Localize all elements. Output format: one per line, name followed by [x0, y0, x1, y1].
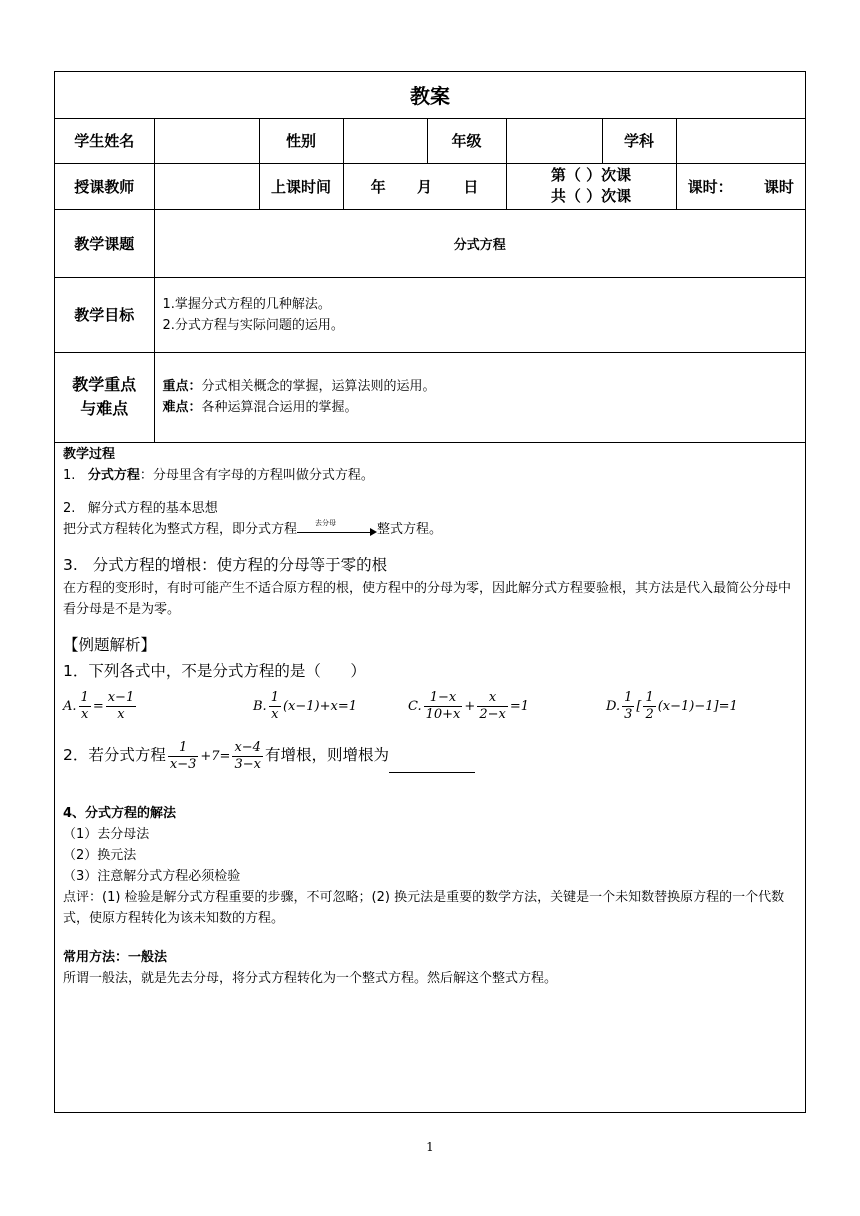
topic-value: 分式方程 [154, 209, 805, 277]
option-d: D. $\frac{1}{3}$ [ $\frac{1}{2}$ (x−1)−1]=1 [606, 690, 738, 722]
lesson-plan-sheet [54, 71, 806, 1113]
key-point-label: 重点： [162, 379, 202, 394]
class-date: 年 月 日 [343, 163, 506, 209]
lesson-count-line1: 第（ ）次课 [550, 166, 632, 184]
difficult-point-text: 各种运算混合运用的掌握。 [201, 400, 358, 415]
keypoints-label [55, 352, 154, 442]
item-1-term: 分式方程 [87, 468, 140, 483]
lesson-count-line2: 共（ ）次课 [550, 187, 632, 205]
question-1: 1．下列各式中，不是分式方程的是（ ） [63, 662, 366, 680]
page-title: 教案 [55, 72, 805, 118]
example-title: 【例题解析】 [63, 636, 157, 654]
keypoints-label-line1: 教学重点 [72, 375, 137, 394]
item-1-number: 1. [63, 468, 76, 483]
difficult-point [163, 397, 806, 418]
question-1-options [63, 690, 799, 736]
student-name-value[interactable] [154, 118, 259, 163]
item-1-text: ：分母里含有字母的方程叫做分式方程。 [139, 468, 374, 483]
question-2-equation: $\frac{1}{x-3}$ +7= $\frac{x-4}{3-x}$ [169, 740, 261, 772]
gender-label: 性别 [259, 118, 343, 163]
key-point [163, 376, 806, 397]
teaching-process [63, 444, 799, 989]
topic-label: 教学课题 [55, 209, 154, 277]
key-point-text: 分式相关概念的掌握，运算法则的运用。 [201, 379, 436, 394]
keypoints-label-line2: 与难点 [80, 399, 129, 418]
arrow-icon [297, 518, 377, 537]
item-2-text-a: 把分式方程转化为整式方程，即分式方程 [63, 522, 298, 537]
header-table [55, 72, 805, 443]
comment: 点评：(1) 检验是解分式方程重要的步骤，不可忽略；(2) 换元法是重要的数学方法，关键是一个未知数替换原方程的一个代数式，使原方程转化为该未知数的方程。 [63, 890, 785, 926]
arrow-label: 去分母 [315, 518, 337, 527]
process-title: 教学过程 [63, 447, 116, 462]
teacher-label: 授课教师 [55, 163, 154, 209]
gender-value[interactable] [343, 118, 427, 163]
subject-value[interactable] [676, 118, 805, 163]
item-1 [63, 465, 799, 486]
subject-label: 学科 [602, 118, 676, 163]
item-3-text: 在方程的变形时，有时可能产生不适合原方程的根，使方程中的分母为零，因此解分式方程要验根，其方法是代入最简公分母中看分母是不是为零。 [63, 581, 792, 617]
question-2-text-a: 2．若分式方程 [63, 746, 166, 764]
method-title: 4、分式方程的解法 [63, 806, 177, 821]
class-time-label: 上课时间 [259, 163, 343, 209]
item-2-title: 2. 解分式方程的基本思想 [63, 501, 218, 516]
teacher-value[interactable] [154, 163, 259, 209]
goal-item: 2.分式方程与实际问题的运用。 [162, 317, 344, 333]
item-2-text [63, 519, 799, 540]
common-method-title: 常用方法：一般法 [63, 950, 168, 965]
item-2-text-b: 整式方程。 [377, 522, 443, 537]
option-a: A. $\frac{1}{x}$ = $\frac{x-1}{x}$ [63, 690, 135, 722]
option-b: B. $\frac{1}{x}$ (x−1)+x=1 [253, 690, 357, 722]
goal-item: 1.掌握分式方程的几种解法。 [162, 296, 331, 312]
lesson-count [506, 163, 676, 209]
item-3-title: 3. 分式方程的增根：使方程的分母等于零的根 [63, 556, 388, 574]
method-item: （3）注意解分式方程必须检验 [63, 869, 241, 884]
grade-value[interactable] [506, 118, 602, 163]
method-item: （2）换元法 [63, 848, 137, 863]
question-2 [63, 740, 799, 773]
grade-label: 年级 [427, 118, 506, 163]
common-method-text: 所谓一般法，就是先去分母，将分式方程转化为一个整式方程。然后解这个整式方程。 [63, 971, 558, 986]
goals-label: 教学目标 [55, 277, 154, 352]
question-2-text-b: 有增根，则增根为 [264, 746, 389, 764]
method-item: （1）去分母法 [63, 827, 150, 842]
option-c: C. $\frac{1-x}{10+x}$ + $\frac{x}{2-x}$ =1 [408, 690, 529, 722]
answer-blank[interactable] [389, 754, 475, 773]
page-number: 1 [426, 1140, 434, 1154]
difficult-point-label: 难点： [162, 400, 202, 415]
student-name-label: 学生姓名 [55, 118, 154, 163]
class-hours: 课时： 课时 [676, 163, 805, 209]
goals-list [154, 277, 805, 352]
keypoints-content [154, 352, 805, 442]
